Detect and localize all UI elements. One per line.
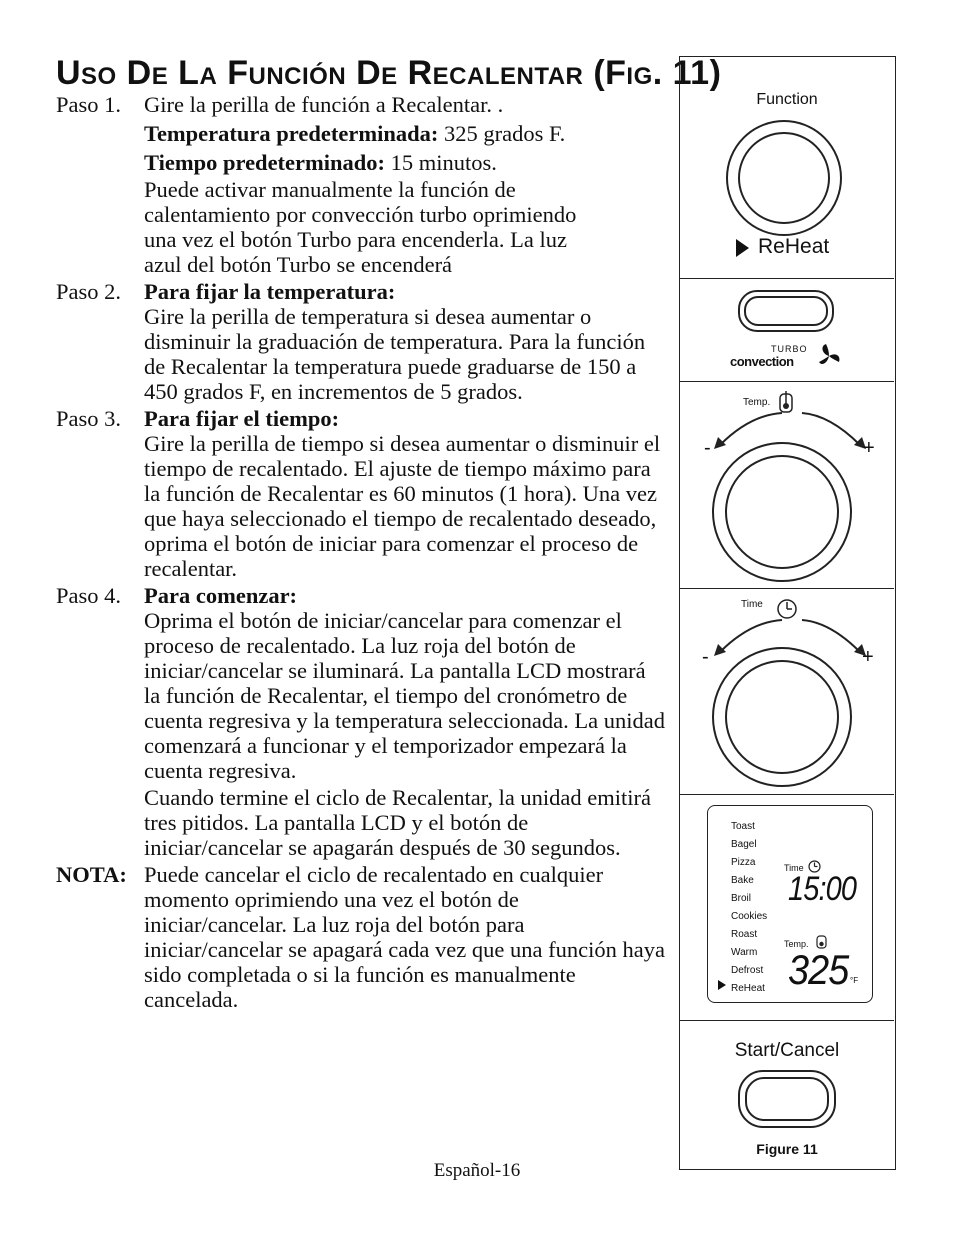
time-label: Time (741, 599, 763, 610)
step-4 (56, 583, 666, 860)
lcd-menu (731, 818, 767, 998)
figure-11 (679, 56, 896, 1170)
lcd-menu-item: Toast (731, 821, 755, 832)
turbo-section (680, 278, 894, 382)
step-text: Gire la perilla de función a Recalentar. . (144, 92, 504, 117)
lcd-time-label: Time (784, 863, 804, 873)
lcd-menu-item: ReHeat (731, 983, 765, 994)
default-temp-value: 325 grados F. (438, 121, 566, 146)
function-knob[interactable] (725, 119, 843, 237)
lcd-unit: °F (850, 976, 859, 985)
page-footer: Español-16 (433, 1160, 521, 1181)
temp-plus: + (863, 437, 875, 459)
lcd-menu-item: Cookies (731, 911, 768, 922)
turbo-button[interactable] (738, 290, 834, 332)
reheat-label: ReHeat (758, 235, 830, 258)
step-text: Gire la perilla de tiempo si desea aumentar o disminuir el tiempo de recalentado. El ajuste de tiempo máximo para la función de Recalentar es 60 minutos (1 hora). Una vez que haya seleccionado el tiempo de recalentado deseado, oprima el botón de iniciar para comenzar el proceso de recalentar. (144, 431, 661, 581)
time-section (680, 588, 894, 795)
function-label: Function (756, 91, 818, 108)
lcd-temp-value: 325 (788, 946, 849, 993)
time-minus: - (702, 646, 709, 668)
step-2 (56, 279, 666, 404)
figure-caption: Figure 11 (756, 1141, 818, 1157)
step-label: Paso 2. (56, 279, 122, 304)
step-text: Cuando termine el ciclo de Recalentar, la unidad emitirá tres pitidos. La pantalla LCD y el botón de iniciar/cancelar se apagarán después de 30 segundos. (144, 785, 652, 860)
step-label: Paso 4. (56, 583, 122, 608)
note-text: Puede cancelar el ciclo de recalentado en cualquier momento oprimiendo una vez el botón de iniciar/cancelar. La luz roja del botón para iniciar/cancelar se apagará cada vez que una función haya sido completada o si la función es manualmente cancelada. (144, 862, 665, 1012)
default-temp-label: Temperatura predeterminada: (144, 121, 439, 146)
step-label: Paso 3. (56, 406, 122, 431)
lcd-menu-item: Defrost (731, 965, 764, 976)
time-plus: + (862, 646, 874, 668)
fan-icon (816, 342, 842, 370)
step-1 (56, 92, 666, 277)
lcd-section (680, 794, 894, 1021)
temp-minus: - (704, 437, 711, 459)
start-cancel-label: Start/Cancel (734, 1040, 840, 1061)
step-heading: Para comenzar: (144, 583, 298, 608)
temp-knob[interactable] (711, 441, 853, 583)
step-text: Oprima el botón de iniciar/cancelar para comenzar el proceso de recalentado. La luz roja del botón de iniciar/cancelar se iluminará. La pantalla LCD mostrará la función de Recalentar, el tiempo del cronómetro de cuenta regresiva y la temperatura seleccionada. La unidad comenzará a funcionar y el temporizador empezará la cuenta regresiva. (144, 608, 665, 783)
function-section (680, 57, 894, 279)
default-time-value: 15 minutos. (385, 150, 497, 175)
page-title: Uso De La Función De Recalentar (Fig. 11) (56, 54, 722, 92)
lcd-menu-item: Bake (731, 875, 754, 886)
lcd-menu-item: Warm (731, 947, 758, 958)
lcd-menu-item: Bagel (731, 839, 757, 850)
lcd-menu-item: Broil (731, 893, 752, 904)
step-3 (56, 406, 666, 581)
turbo-label: TURBO (771, 344, 808, 354)
lcd-menu-item: Roast (731, 929, 758, 940)
convection-label: convection (730, 354, 794, 369)
lcd-arrow-icon (718, 980, 727, 990)
temp-label: Temp. (743, 397, 771, 408)
start-cancel-button[interactable] (738, 1070, 836, 1128)
instructions (56, 92, 666, 1014)
start-section (680, 1020, 894, 1168)
step-text: Puede activar manualmente la función de calentamiento por convección turbo oprimiendo una vez el botón Turbo para encenderla. La luz azul del botón Turbo se encenderá (144, 177, 577, 277)
temp-section (680, 381, 894, 589)
step-heading: Para fijar el tiempo: (144, 406, 340, 431)
step-label: Paso 1. (56, 92, 122, 117)
arrow-right-icon (736, 239, 750, 257)
note-label: NOTA: (56, 862, 127, 887)
time-knob[interactable] (711, 646, 853, 788)
step-heading: Para fijar la temperatura: (144, 279, 396, 304)
default-time-label: Tiempo predeterminado: (144, 150, 386, 175)
step-text: Gire la perilla de temperatura si desea aumentar o disminuir la graduación de temperatura. Para la función de Recalentar la temperatura puede graduarse de 150 a 450 grados F, en incrementos de 5 grados. (144, 304, 646, 404)
lcd-menu-item: Pizza (731, 857, 756, 868)
lcd-display (707, 805, 873, 1003)
lcd-time-value: 15:00 (788, 870, 857, 908)
lcd-temp-label: Temp. (784, 939, 809, 949)
note (56, 862, 666, 1012)
